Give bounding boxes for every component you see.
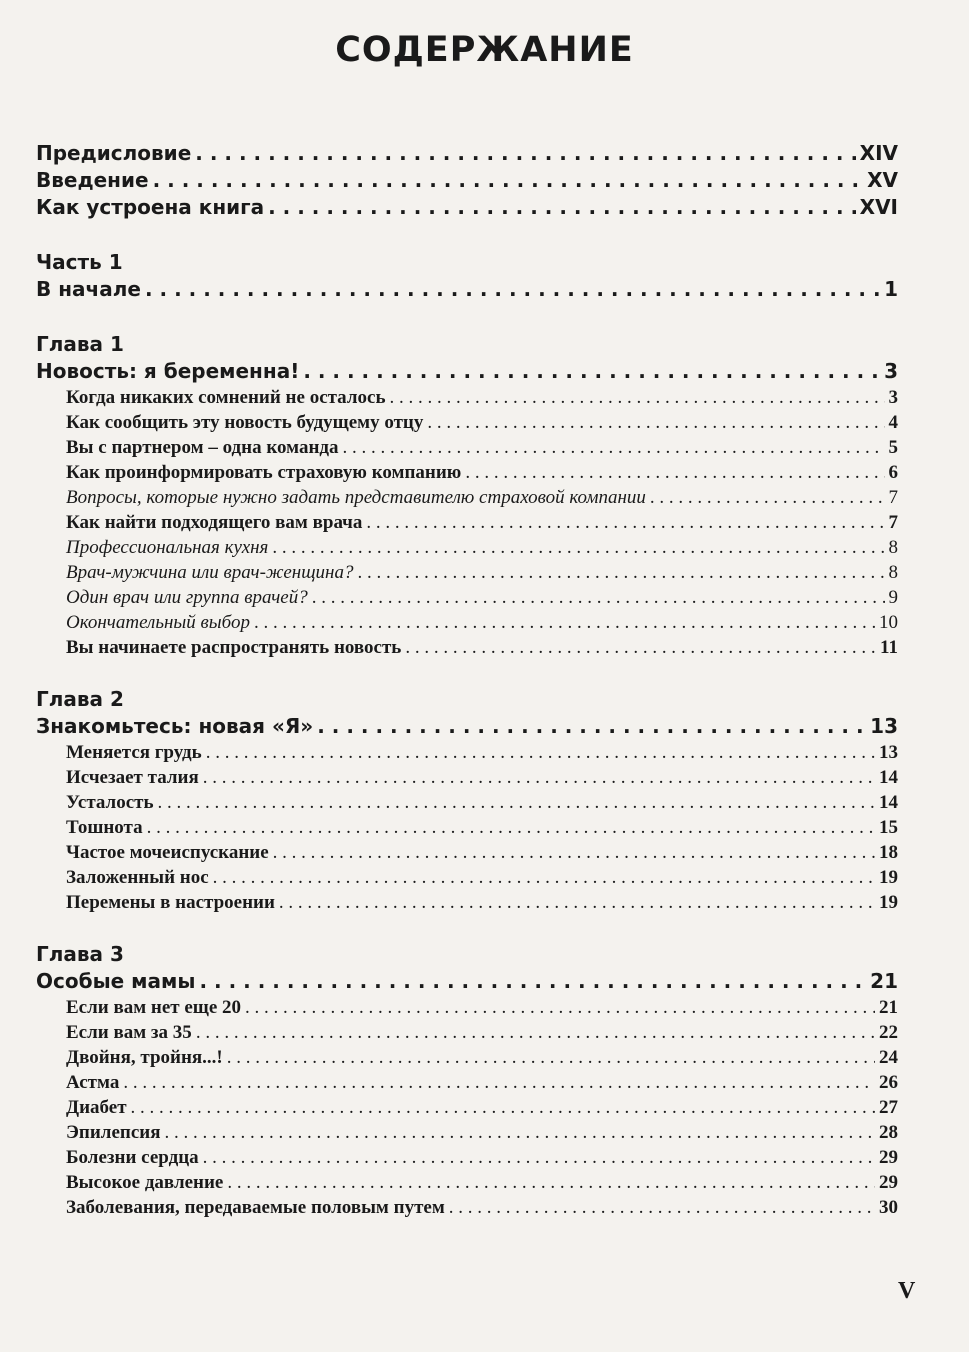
toc-entry-title: Особые мамы <box>36 969 196 993</box>
toc-entry-title: В начале <box>36 277 141 301</box>
dot-leader <box>164 1120 875 1145</box>
toc-entry-preface <box>36 140 898 167</box>
toc-entry-page: 30 <box>879 1197 898 1218</box>
dot-leader <box>312 585 885 610</box>
toc-entry-page: 15 <box>879 817 898 838</box>
toc-entry-title: Тошнота <box>66 817 143 838</box>
toc-entry-page: 29 <box>879 1147 898 1168</box>
toc-subentry <box>36 460 898 485</box>
toc-subentry <box>36 1170 898 1195</box>
dot-leader <box>131 1095 875 1120</box>
toc-entry-page: 26 <box>879 1072 898 1093</box>
toc-entry-title: Усталость <box>66 792 154 813</box>
toc-subentry <box>36 1120 898 1145</box>
toc-subentry <box>36 1070 898 1095</box>
dot-leader <box>147 815 875 840</box>
part-label: Часть 1 <box>36 250 123 274</box>
toc-entry-title: Когда никаких сомнений не осталось <box>66 387 386 408</box>
page-number: V <box>898 1278 916 1304</box>
dot-leader <box>158 790 875 815</box>
toc-subentry <box>36 610 898 635</box>
toc-subentry <box>36 815 898 840</box>
toc-entry-page: 19 <box>879 867 898 888</box>
dot-leader <box>268 194 856 221</box>
toc-entry-title: Двойня, тройня...! <box>66 1047 223 1068</box>
toc-entry-introduction <box>36 167 898 194</box>
toc-subentry <box>36 535 898 560</box>
toc-subentry <box>36 790 898 815</box>
toc-entry-title: Исчезает талия <box>66 767 199 788</box>
toc-entry-title: Если вам нет еще 20 <box>66 997 242 1018</box>
toc-subentry <box>36 1145 898 1170</box>
toc-entry-title: Если вам за 35 <box>66 1022 192 1043</box>
toc-subentry <box>36 1045 898 1070</box>
dot-leader <box>449 1195 875 1220</box>
toc-entry-page: 14 <box>879 792 898 813</box>
toc-entry-page: 8 <box>888 537 898 558</box>
toc-entry-page: 9 <box>888 587 898 608</box>
toc-entry-title: Диабет <box>66 1097 127 1118</box>
toc-subentry <box>36 385 898 410</box>
dot-leader <box>272 535 884 560</box>
dot-leader <box>254 610 875 635</box>
toc-entry-page: 19 <box>879 892 898 913</box>
dot-leader <box>390 385 885 410</box>
toc-subentry <box>36 995 898 1020</box>
dot-leader <box>650 485 885 510</box>
toc-entry-title: Астма <box>66 1072 120 1093</box>
toc-entry-page: 27 <box>879 1097 898 1118</box>
dot-leader <box>227 1170 875 1195</box>
toc-entry-title: Один врач или группа врачей? <box>66 587 308 608</box>
toc-subentry <box>36 510 898 535</box>
dot-leader <box>357 560 884 585</box>
toc-entry-title: Меняется грудь <box>66 742 202 763</box>
dot-leader <box>195 140 855 167</box>
dot-leader <box>153 167 864 194</box>
toc-entry-title: Знакомьтесь: новая «Я» <box>36 714 314 738</box>
dot-leader <box>465 460 884 485</box>
dot-leader <box>366 510 884 535</box>
chapter-label: Глава 1 <box>36 332 124 356</box>
dot-leader <box>343 435 885 460</box>
toc-entry-title: Предисловие <box>36 141 192 165</box>
toc-subentry <box>36 865 898 890</box>
toc-entry-page: 14 <box>879 767 898 788</box>
toc-subentry <box>36 560 898 585</box>
dot-leader <box>245 995 875 1020</box>
toc-entry-title: Введение <box>36 168 149 192</box>
toc-entry-part-title <box>36 276 898 303</box>
dot-leader <box>206 740 875 765</box>
toc-subentry <box>36 1195 898 1220</box>
toc-entry-page: 8 <box>888 562 898 583</box>
toc-entry-title: Эпилепсия <box>66 1122 161 1143</box>
toc-entry-page: XV <box>867 168 898 192</box>
dot-leader <box>303 358 880 385</box>
toc-entry-page: 13 <box>879 742 898 763</box>
toc-entry-title: Врач-мужчина или врач-женщина? <box>66 562 354 583</box>
toc-entry-page: 3 <box>888 387 898 408</box>
toc-entry-page: 7 <box>888 512 898 533</box>
toc-entry-title: Профессиональная кухня <box>66 537 269 558</box>
toc-subentry <box>36 765 898 790</box>
dot-leader <box>145 276 880 303</box>
toc-subentry <box>36 485 898 510</box>
toc-subentry <box>36 1095 898 1120</box>
toc-entry-page: 5 <box>888 437 898 458</box>
toc-entry-page: 28 <box>879 1122 898 1143</box>
dot-leader <box>199 968 866 995</box>
toc-entry-page: 10 <box>879 612 898 633</box>
toc-entry-page: 21 <box>879 997 898 1018</box>
toc-entry-chapter-title <box>36 358 898 385</box>
toc-entry-title: Вопросы, которые нужно задать представителю страховой компании <box>66 487 646 508</box>
toc-entry-page: 7 <box>888 487 898 508</box>
toc-entry-page: XVI <box>859 195 898 219</box>
dot-leader <box>227 1045 875 1070</box>
toc-entry-title: Как сообщить эту новость будущему отцу <box>66 412 424 433</box>
toc-entry-page: XIV <box>859 141 898 165</box>
toc-subentry <box>36 435 898 460</box>
toc-entry-page: 24 <box>879 1047 898 1068</box>
toc-entry-page: 18 <box>879 842 898 863</box>
toc-subentry <box>36 890 898 915</box>
dot-leader <box>273 840 875 865</box>
toc-entry-title: Заложенный нос <box>66 867 209 888</box>
toc-entry-title: Болезни сердца <box>66 1147 199 1168</box>
toc-entry-title: Как устроена книга <box>36 195 265 219</box>
toc-entry-title: Перемены в настроении <box>66 892 275 913</box>
toc-subentry <box>36 410 898 435</box>
toc-entry-page: 29 <box>879 1172 898 1193</box>
toc-entry-page: 11 <box>880 637 898 658</box>
toc-entry-title: Частое мочеиспускание <box>66 842 269 863</box>
toc-entry-title: Вы с партнером – одна команда <box>66 437 339 458</box>
table-of-contents <box>36 140 898 1220</box>
toc-entry-title: Вы начинаете распространять новость <box>66 637 402 658</box>
toc-subentry <box>36 740 898 765</box>
toc-entry-page: 22 <box>879 1022 898 1043</box>
toc-entry-title: Как найти подходящего вам врача <box>66 512 363 533</box>
toc-entry-page: 6 <box>888 462 898 483</box>
toc-entry-page: 3 <box>884 359 898 383</box>
dot-leader <box>427 410 884 435</box>
dot-leader <box>279 890 875 915</box>
dot-leader <box>203 1145 875 1170</box>
chapter-label: Глава 3 <box>36 942 124 966</box>
toc-entry-title: Новость: я беременна! <box>36 359 300 383</box>
toc-entry-title: Высокое давление <box>66 1172 224 1193</box>
dot-leader <box>203 765 875 790</box>
dot-leader <box>123 1070 875 1095</box>
toc-entry-page: 1 <box>884 277 898 301</box>
toc-subentry <box>36 840 898 865</box>
toc-entry-page: 13 <box>870 714 898 738</box>
toc-entry-title: Заболевания, передаваемые половым путем <box>66 1197 445 1218</box>
toc-subentry <box>36 585 898 610</box>
toc-entry-page: 4 <box>888 412 898 433</box>
toc-entry-page: 21 <box>870 969 898 993</box>
chapter-label: Глава 2 <box>36 687 124 711</box>
toc-entry-chapter-title <box>36 713 898 740</box>
page-title: СОДЕРЖАНИЕ <box>335 30 634 70</box>
toc-entry-chapter-title <box>36 968 898 995</box>
toc-entry-book-structure <box>36 194 898 221</box>
toc-subentry <box>36 635 898 660</box>
toc-entry-title: Окончательный выбор <box>66 612 250 633</box>
toc-subentry <box>36 1020 898 1045</box>
dot-leader <box>405 635 876 660</box>
dot-leader <box>213 865 875 890</box>
dot-leader <box>317 713 866 740</box>
toc-entry-title: Как проинформировать страховую компанию <box>66 462 462 483</box>
dot-leader <box>196 1020 875 1045</box>
